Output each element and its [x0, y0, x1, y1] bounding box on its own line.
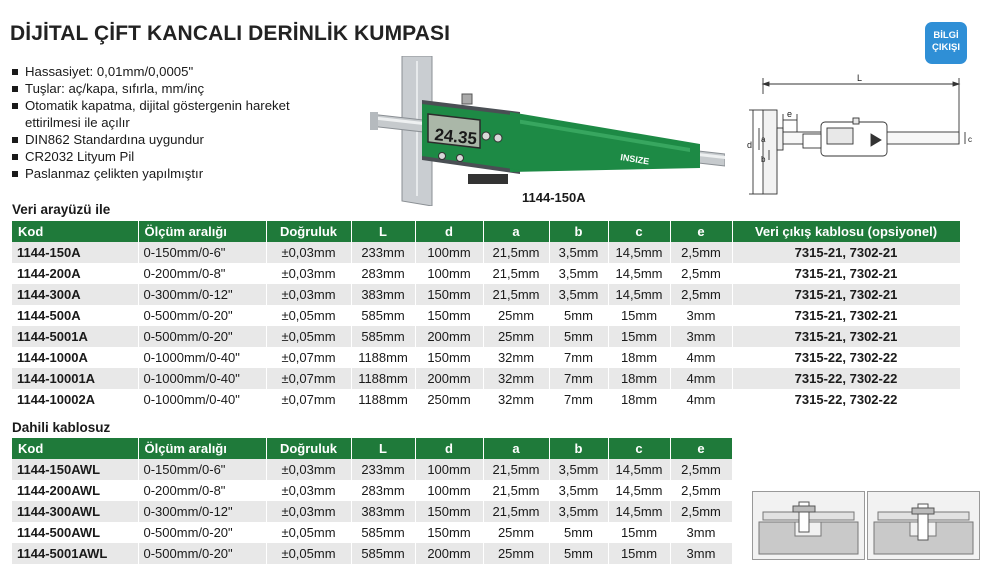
- table-cell: 3,5mm: [549, 480, 608, 501]
- col-header: e: [670, 221, 732, 242]
- table-row: [12, 480, 732, 501]
- col-header: Ölçüm aralığı: [138, 221, 266, 242]
- table-cell: 18mm: [608, 389, 670, 410]
- table-cell: 150mm: [415, 522, 483, 543]
- table-cell: 14,5mm: [608, 284, 670, 305]
- col-header: Doğruluk: [266, 221, 351, 242]
- page-title: DİJİTAL ÇİFT KANCALI DERİNLİK KUMPASI: [10, 22, 451, 45]
- col-header: d: [415, 221, 483, 242]
- table-row: [12, 326, 960, 347]
- table-cell: 15mm: [608, 326, 670, 347]
- dim-label-L: L: [857, 73, 863, 83]
- table-cell: 7315-21, 7302-21: [732, 284, 960, 305]
- table-cell: ±0,05mm: [266, 326, 351, 347]
- table-cell: 0-300mm/0-12": [138, 284, 266, 305]
- table-row: [12, 305, 960, 326]
- table-cell: 200mm: [415, 543, 483, 564]
- table-cell: 100mm: [415, 242, 483, 263]
- col-header: a: [483, 438, 549, 459]
- table-cell: 25mm: [483, 326, 549, 347]
- table-cell: 3mm: [670, 305, 732, 326]
- table-row: [12, 347, 960, 368]
- table-cell: 1144-300AWL: [12, 501, 138, 522]
- table-cell: 283mm: [351, 263, 415, 284]
- table-cell: 383mm: [351, 501, 415, 522]
- table-cell: 7315-22, 7302-22: [732, 347, 960, 368]
- table-cell: 0-300mm/0-12": [138, 501, 266, 522]
- table-cell: 0-500mm/0-20": [138, 326, 266, 347]
- table-cell: 7315-21, 7302-21: [732, 305, 960, 326]
- dim-label-c: c: [968, 135, 972, 144]
- table-cell: 250mm: [415, 389, 483, 410]
- table-cell: 5mm: [549, 522, 608, 543]
- table-cell: 0-200mm/0-8": [138, 263, 266, 284]
- table-cell: ±0,05mm: [266, 522, 351, 543]
- table-cell: 100mm: [415, 263, 483, 284]
- data-output-badge: [925, 22, 967, 64]
- table-cell: 1144-5001AWL: [12, 543, 138, 564]
- table-cell: 1144-5001A: [12, 326, 138, 347]
- table-cell: 0-500mm/0-20": [138, 522, 266, 543]
- table-cell: 14,5mm: [608, 459, 670, 480]
- table-cell: 1144-500A: [12, 305, 138, 326]
- table-cell: 14,5mm: [608, 242, 670, 263]
- table-cell: 3,5mm: [549, 242, 608, 263]
- table-cell: 0-1000mm/0-40": [138, 368, 266, 389]
- table-cell: 0-1000mm/0-40": [138, 389, 266, 410]
- table-cell: 14,5mm: [608, 263, 670, 284]
- table-cell: 233mm: [351, 459, 415, 480]
- table-cell: ±0,03mm: [266, 459, 351, 480]
- table-cell: 3,5mm: [549, 284, 608, 305]
- spec-table-data-interface: [12, 221, 961, 410]
- table-cell: 233mm: [351, 242, 415, 263]
- table-cell: ±0,03mm: [266, 263, 351, 284]
- table-cell: 150mm: [415, 347, 483, 368]
- table-cell: 25mm: [483, 543, 549, 564]
- table-cell: 21,5mm: [483, 284, 549, 305]
- table-body: [12, 242, 960, 410]
- table-cell: ±0,07mm: [266, 347, 351, 368]
- table-cell: 21,5mm: [483, 501, 549, 522]
- brand-logo: INSIZE: [619, 152, 650, 167]
- table-cell: 1144-300A: [12, 284, 138, 305]
- table-cell: 0-150mm/0-6": [138, 459, 266, 480]
- table-cell: 21,5mm: [483, 459, 549, 480]
- table-cell: 32mm: [483, 368, 549, 389]
- table-cell: 21,5mm: [483, 242, 549, 263]
- table-cell: 4mm: [670, 389, 732, 410]
- table-cell: 383mm: [351, 284, 415, 305]
- table-row: [12, 501, 732, 522]
- table-cell: 7315-22, 7302-22: [732, 389, 960, 410]
- col-header: d: [415, 438, 483, 459]
- table-cell: 585mm: [351, 305, 415, 326]
- col-header: Veri çıkış kablosu (opsiyonel): [732, 221, 960, 242]
- table-cell: 7315-21, 7302-21: [732, 242, 960, 263]
- table-cell: 32mm: [483, 389, 549, 410]
- table-cell: 0-150mm/0-6": [138, 242, 266, 263]
- table-cell: ±0,05mm: [266, 543, 351, 564]
- col-header: Kod: [12, 221, 138, 242]
- table-cell: 3,5mm: [549, 459, 608, 480]
- table-cell: 3,5mm: [549, 501, 608, 522]
- dimension-diagram: [745, 70, 975, 200]
- table-cell: 21,5mm: [483, 480, 549, 501]
- col-header: L: [351, 221, 415, 242]
- feature-item: Hassasiyet: 0,01mm/0,0005": [12, 63, 325, 80]
- table-cell: 2,5mm: [670, 501, 732, 522]
- table-cell: 1144-150A: [12, 242, 138, 263]
- col-header: Kod: [12, 438, 138, 459]
- feature-item: DIN862 Standardına uygundur: [12, 131, 325, 148]
- table-cell: 100mm: [415, 480, 483, 501]
- table-cell: 0-500mm/0-20": [138, 305, 266, 326]
- table-cell: 585mm: [351, 522, 415, 543]
- dim-label-e: e: [787, 109, 793, 119]
- table-row: [12, 389, 960, 410]
- table-cell: 4mm: [670, 347, 732, 368]
- feature-item: Otomatik kapatma, dijital göstergenin hareket ettirilmesi ile açılır: [12, 97, 325, 131]
- col-header: a: [483, 221, 549, 242]
- table-cell: 2,5mm: [670, 242, 732, 263]
- table-cell: 3mm: [670, 326, 732, 347]
- table-cell: 15mm: [608, 543, 670, 564]
- table-row: [12, 543, 732, 564]
- table-cell: 1144-150AWL: [12, 459, 138, 480]
- table-cell: ±0,03mm: [266, 284, 351, 305]
- badge-line-1: BİLGİ: [933, 30, 959, 41]
- application-illustration-right: [867, 491, 980, 560]
- table-cell: 5mm: [549, 326, 608, 347]
- col-header: c: [608, 221, 670, 242]
- table-cell: 1144-10002A: [12, 389, 138, 410]
- table-cell: 18mm: [608, 347, 670, 368]
- table-cell: 5mm: [549, 543, 608, 564]
- table-cell: 25mm: [483, 522, 549, 543]
- section-title-data-interface: Veri arayüzü ile: [12, 202, 111, 217]
- table-cell: 7mm: [549, 347, 608, 368]
- table-header-row: [12, 438, 732, 459]
- table-cell: 2,5mm: [670, 263, 732, 284]
- table-cell: ±0,07mm: [266, 389, 351, 410]
- table-header-row: [12, 221, 960, 242]
- col-header: c: [608, 438, 670, 459]
- table-cell: 585mm: [351, 326, 415, 347]
- feature-item: Tuşlar: aç/kapa, sıfırla, mm/inç: [12, 80, 325, 97]
- table-cell: 283mm: [351, 480, 415, 501]
- caliper-product-image: [370, 56, 725, 206]
- table-body: [12, 459, 732, 564]
- table-cell: ±0,03mm: [266, 480, 351, 501]
- table-cell: 1144-500AWL: [12, 522, 138, 543]
- table-cell: 3mm: [670, 543, 732, 564]
- table-cell: 1144-1000A: [12, 347, 138, 368]
- table-cell: 4mm: [670, 368, 732, 389]
- col-header: b: [549, 221, 608, 242]
- table-cell: 150mm: [415, 284, 483, 305]
- badge-line-2: ÇIKIŞI: [932, 42, 960, 53]
- table-cell: 150mm: [415, 501, 483, 522]
- table-cell: 1144-200AWL: [12, 480, 138, 501]
- table-cell: 32mm: [483, 347, 549, 368]
- table-cell: 1188mm: [351, 389, 415, 410]
- table-cell: 0-1000mm/0-40": [138, 347, 266, 368]
- col-header: e: [670, 438, 732, 459]
- table-cell: 0-200mm/0-8": [138, 480, 266, 501]
- col-header: Doğruluk: [266, 438, 351, 459]
- table-row: [12, 263, 960, 284]
- caliper-display-value: 24.35: [433, 125, 478, 149]
- table-cell: 7315-21, 7302-21: [732, 263, 960, 284]
- table-cell: 0-500mm/0-20": [138, 543, 266, 564]
- section-title-wireless: Dahili kablosuz: [12, 420, 111, 435]
- table-cell: 1188mm: [351, 347, 415, 368]
- feature-item: Paslanmaz çelikten yapılmıştır: [12, 165, 325, 182]
- table-cell: 1144-10001A: [12, 368, 138, 389]
- table-cell: 7mm: [549, 368, 608, 389]
- table-cell: 7315-21, 7302-21: [732, 326, 960, 347]
- col-header: Ölçüm aralığı: [138, 438, 266, 459]
- dim-label-a: a: [761, 135, 766, 144]
- table-cell: 2,5mm: [670, 284, 732, 305]
- table-cell: 1144-200A: [12, 263, 138, 284]
- table-cell: 2,5mm: [670, 480, 732, 501]
- table-cell: 3mm: [670, 522, 732, 543]
- table-cell: 585mm: [351, 543, 415, 564]
- table-cell: 2,5mm: [670, 459, 732, 480]
- spec-table-wireless: [12, 438, 733, 564]
- table-cell: 7mm: [549, 389, 608, 410]
- table-cell: 15mm: [608, 305, 670, 326]
- table-row: [12, 522, 732, 543]
- dim-label-b: b: [761, 155, 766, 164]
- table-row: [12, 368, 960, 389]
- col-header: L: [351, 438, 415, 459]
- table-cell: 14,5mm: [608, 501, 670, 522]
- table-cell: 25mm: [483, 305, 549, 326]
- table-cell: ±0,07mm: [266, 368, 351, 389]
- application-illustration-left: [752, 491, 865, 560]
- product-model-label: 1144-150A: [522, 190, 586, 205]
- table-cell: 15mm: [608, 522, 670, 543]
- table-cell: ±0,05mm: [266, 305, 351, 326]
- table-cell: 3,5mm: [549, 263, 608, 284]
- table-cell: ±0,03mm: [266, 242, 351, 263]
- table-cell: 14,5mm: [608, 480, 670, 501]
- table-cell: ±0,03mm: [266, 501, 351, 522]
- table-cell: 150mm: [415, 305, 483, 326]
- table-cell: 21,5mm: [483, 263, 549, 284]
- col-header: b: [549, 438, 608, 459]
- table-cell: 5mm: [549, 305, 608, 326]
- feature-list: [12, 63, 325, 182]
- table-cell: 7315-22, 7302-22: [732, 368, 960, 389]
- table-cell: 100mm: [415, 459, 483, 480]
- dim-label-d: d: [747, 140, 753, 150]
- table-cell: 200mm: [415, 368, 483, 389]
- feature-item: CR2032 Lityum Pil: [12, 148, 325, 165]
- table-row: [12, 459, 732, 480]
- table-cell: 18mm: [608, 368, 670, 389]
- table-cell: 200mm: [415, 326, 483, 347]
- table-row: [12, 242, 960, 263]
- table-cell: 1188mm: [351, 368, 415, 389]
- table-row: [12, 284, 960, 305]
